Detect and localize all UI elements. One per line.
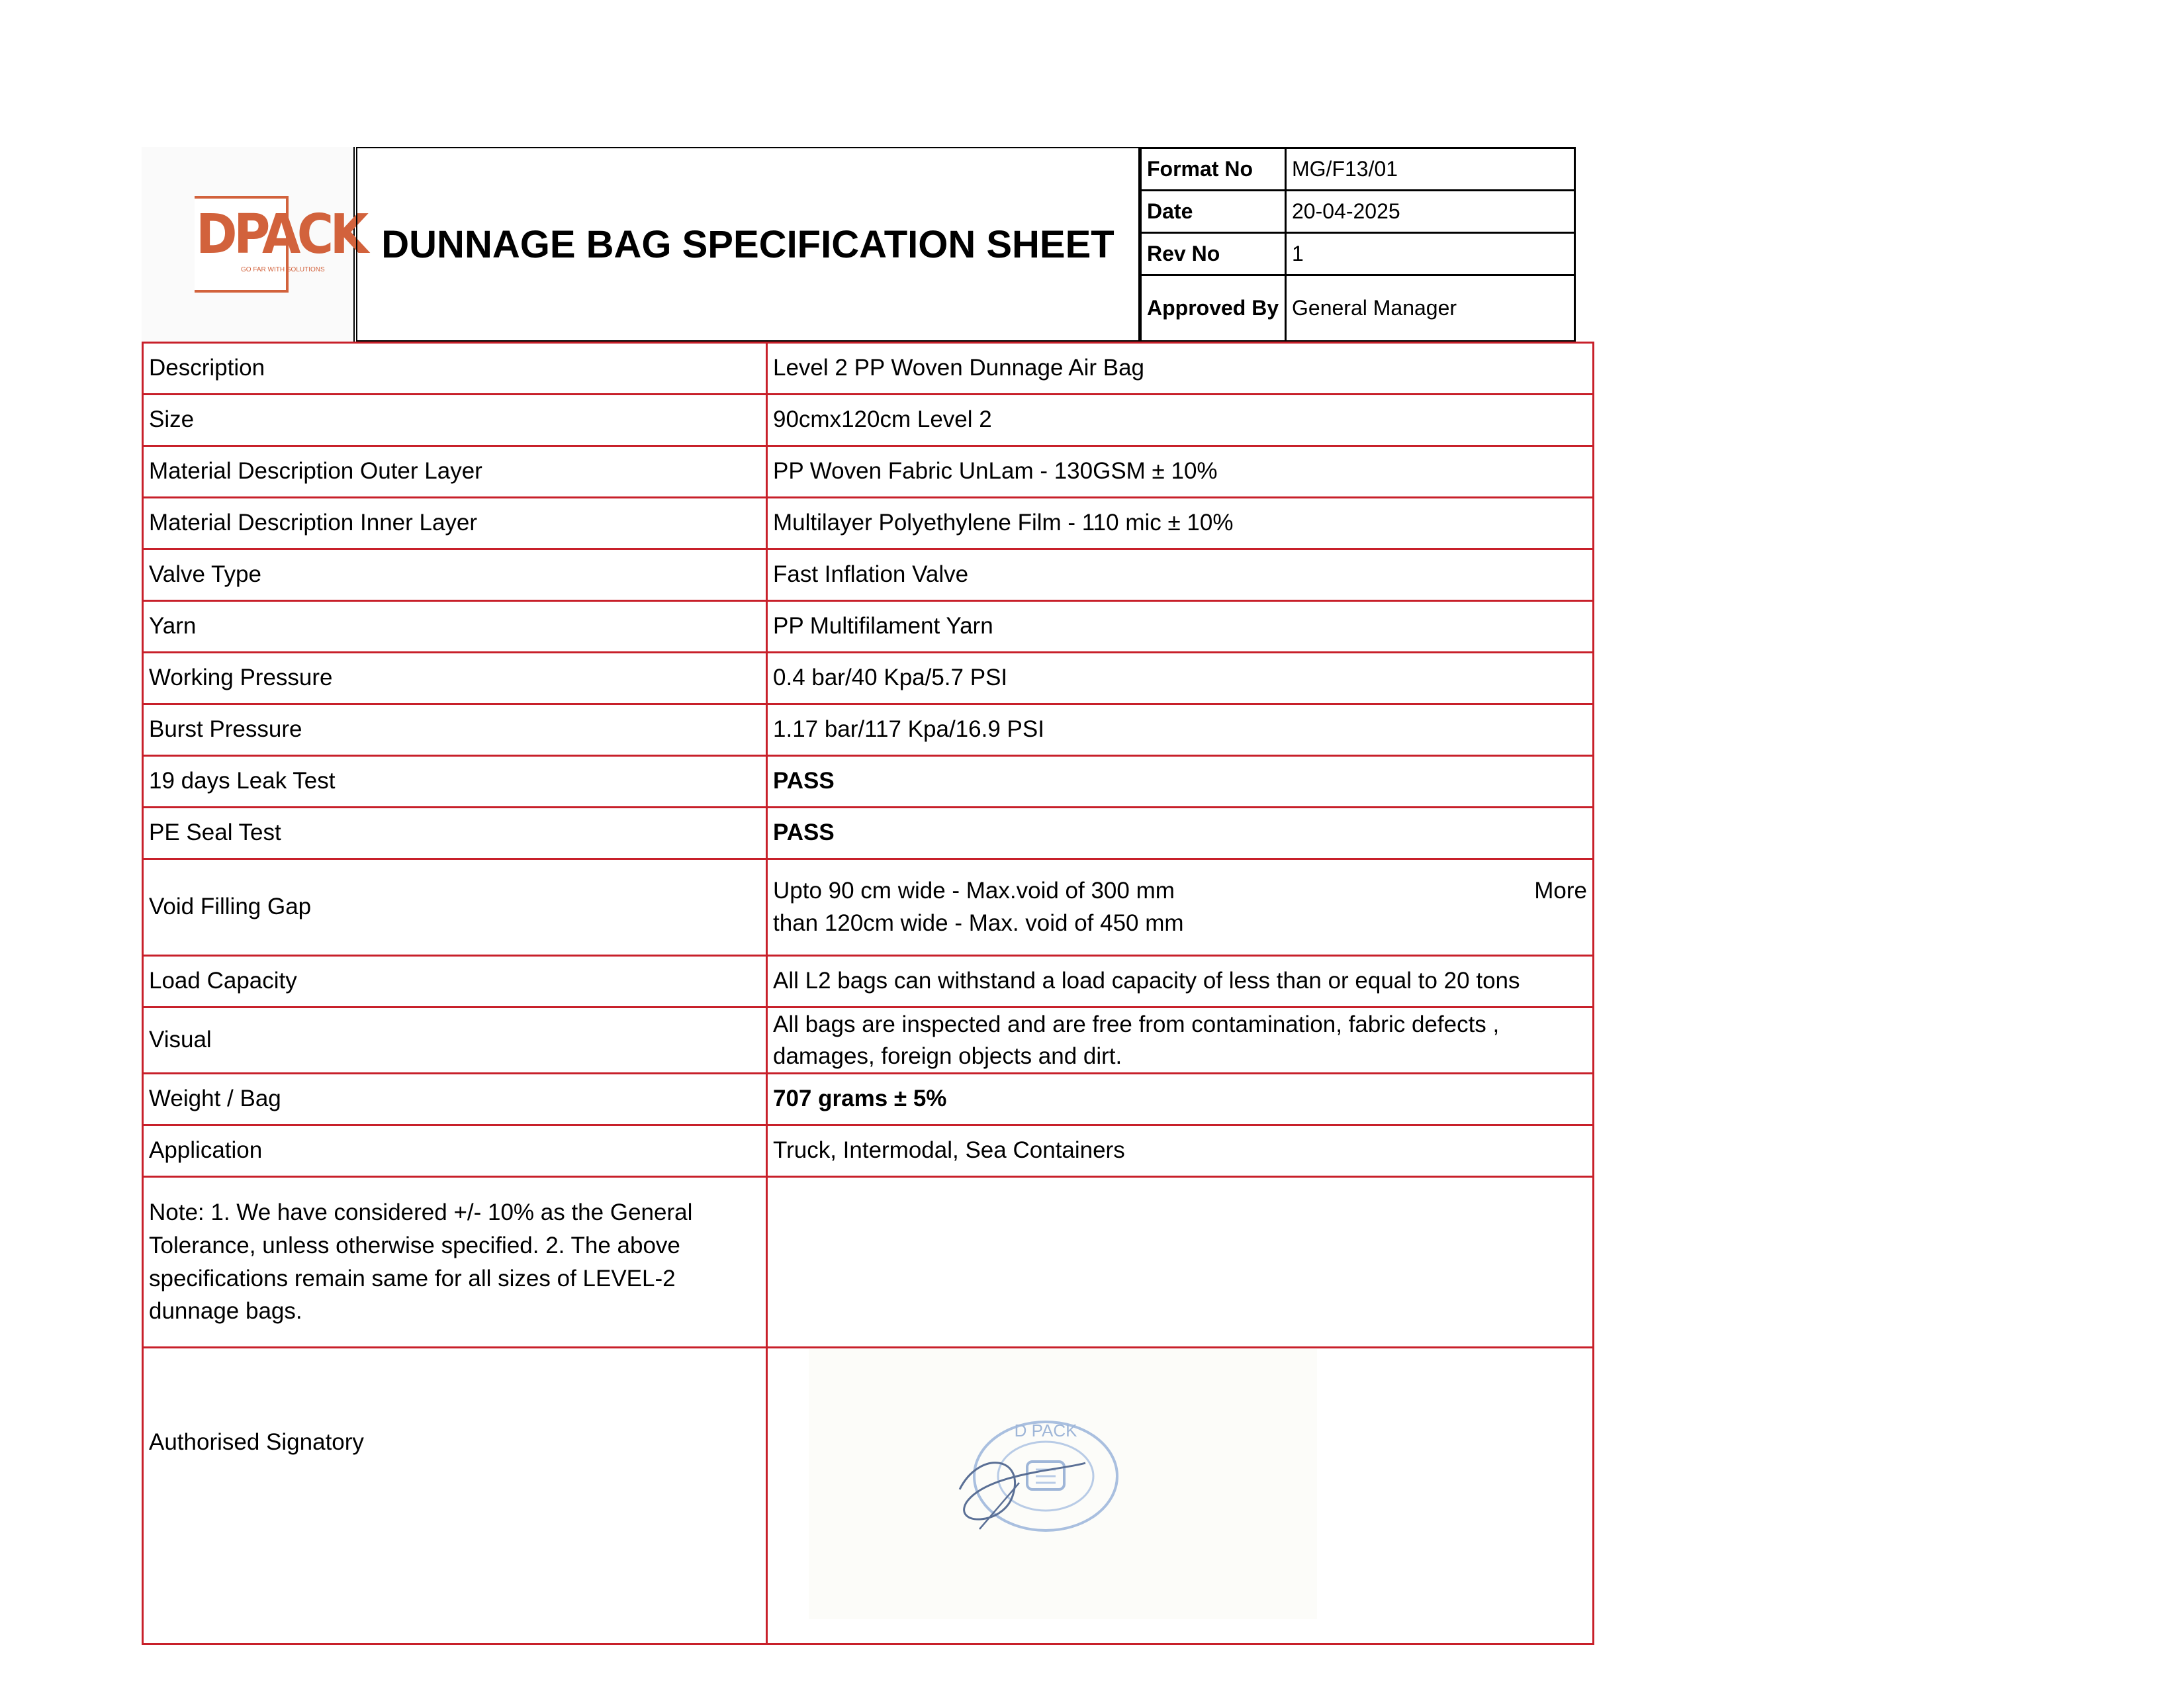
spec-value [767, 859, 1594, 956]
spec-label: Burst Pressure [143, 704, 767, 756]
spec-label: 19 days Leak Test [143, 756, 767, 808]
meta-value-format-no: MG/F13/01 [1286, 148, 1575, 191]
spec-label: Material Description Outer Layer [143, 446, 767, 498]
spec-label: Visual [143, 1008, 767, 1074]
table-row [143, 704, 1594, 756]
title-cell [356, 147, 1140, 342]
meta-row [1141, 275, 1575, 342]
meta-value-date: 20-04-2025 [1286, 191, 1575, 233]
spec-value: Truck, Intermodal, Sea Containers [767, 1125, 1594, 1177]
table-row [143, 808, 1594, 859]
meta-value-rev-no: 1 [1286, 233, 1575, 275]
spec-label: Weight / Bag [143, 1074, 767, 1125]
spec-value: Fast Inflation Valve [767, 549, 1594, 601]
signatory-label: Authorised Signatory [143, 1348, 767, 1644]
spec-label: Void Filling Gap [143, 859, 767, 956]
void-text-left: Upto 90 cm wide - Max.void of 300 mm [773, 878, 1175, 904]
void-text-right: More [1534, 878, 1587, 904]
spec-value: PP Woven Fabric UnLam - 130GSM ± 10% [767, 446, 1594, 498]
spec-value: 0.4 bar/40 Kpa/5.7 PSI [767, 653, 1594, 704]
spec-label: Application [143, 1125, 767, 1177]
table-row [143, 549, 1594, 601]
spec-value: Level 2 PP Woven Dunnage Air Bag [767, 343, 1594, 395]
table-row [143, 395, 1594, 446]
logo-tagline: GO FAR WITH SOLUTIONS [241, 266, 325, 273]
spec-value: PASS [767, 756, 1594, 808]
spec-label: Load Capacity [143, 956, 767, 1008]
spec-label: Working Pressure [143, 653, 767, 704]
table-row [143, 601, 1594, 653]
spec-value: 1.17 bar/117 Kpa/16.9 PSI [767, 704, 1594, 756]
table-row [143, 859, 1594, 956]
table-row [143, 1074, 1594, 1125]
spec-value: All L2 bags can withstand a load capacity of less than or equal to 20 tons [767, 956, 1594, 1008]
void-line-1 [773, 875, 1587, 907]
table-row [143, 1008, 1594, 1074]
table-row [143, 756, 1594, 808]
spec-value: Multilayer Polyethylene Film - 110 mic ± 10% [767, 498, 1594, 549]
table-row [143, 956, 1594, 1008]
spec-value: PP Multifilament Yarn [767, 601, 1594, 653]
spec-label: PE Seal Test [143, 808, 767, 859]
table-row [143, 498, 1594, 549]
table-row [143, 1177, 1594, 1348]
meta-label-approved-by: Approved By [1141, 275, 1286, 342]
spec-label: Valve Type [143, 549, 767, 601]
company-stamp [940, 1410, 1125, 1542]
table-row [143, 446, 1594, 498]
spec-label: Yarn [143, 601, 767, 653]
note-text: Note: 1. We have considered +/- 10% as the General Tolerance, unless otherwise specified. 2. The above specifications remain same for all sizes of LEVEL-2 dunnage bags. [143, 1177, 767, 1348]
meta-label-rev-no: Rev No [1141, 233, 1286, 275]
note-empty-cell [767, 1177, 1594, 1348]
page-title: DUNNAGE BAG SPECIFICATION SHEET [381, 222, 1115, 266]
spec-value: 90cmx120cm Level 2 [767, 395, 1594, 446]
logo-cell [142, 147, 365, 342]
table-row [143, 653, 1594, 704]
meta-row [1141, 233, 1575, 275]
spec-label: Size [143, 395, 767, 446]
meta-value-approved-by: General Manager [1286, 275, 1575, 342]
stamp-text: D PACK [1014, 1421, 1077, 1440]
spec-label: Material Description Inner Layer [143, 498, 767, 549]
meta-label-date: Date [1141, 191, 1286, 233]
table-row [143, 343, 1594, 395]
meta-row [1141, 148, 1575, 191]
spec-value: PASS [767, 808, 1594, 859]
meta-row [1141, 191, 1575, 233]
table-row [143, 1125, 1594, 1177]
spec-label: Description [143, 343, 767, 395]
company-logo: DPACK [196, 203, 365, 266]
spec-value: 707 grams ± 5% [767, 1074, 1594, 1125]
spec-value: All bags are inspected and are free from contamination, fabric defects , damages, foreign objects and dirt. [767, 1008, 1594, 1074]
document-meta-table [1140, 147, 1576, 342]
meta-label-format-no: Format No [1141, 148, 1286, 191]
void-line-2: than 120cm wide - Max. void of 450 mm [773, 910, 1184, 936]
